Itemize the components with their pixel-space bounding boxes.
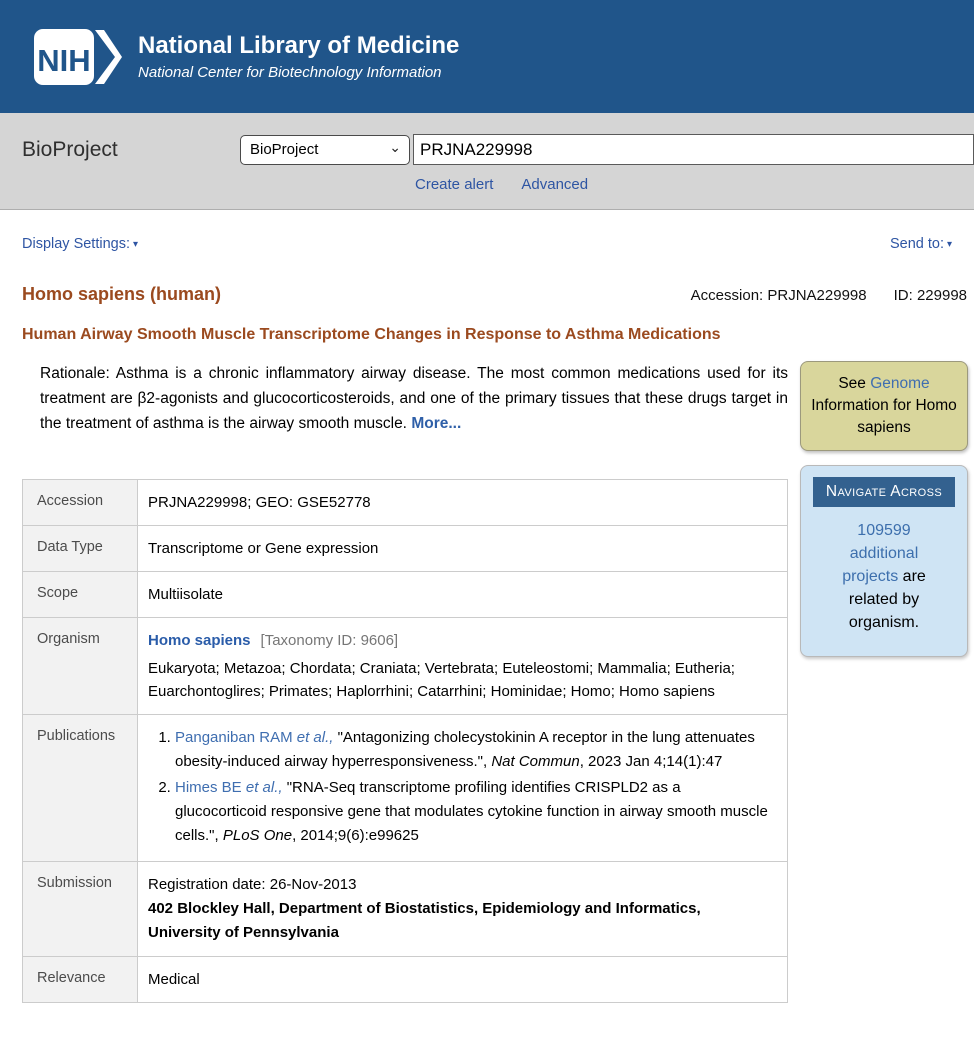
taxonomy-id: [Taxonomy ID: 9606] [260, 632, 399, 649]
publication-author-link[interactable]: Panganiban RAM [175, 729, 293, 746]
create-alert-link[interactable]: Create alert [415, 176, 494, 193]
chevron-down-icon: ⌄ [389, 138, 401, 155]
send-to-label: Send to: [889, 236, 944, 252]
related-projects-link[interactable]: 109599 additional projects [842, 522, 919, 585]
description-text: Rationale: Asthma is a chronic inflammatory airway disease. The most common medications used for its treatment are β2-agonists and glucocorticosteroids, and one of the primary tissues that these drugs target in the treatment of asthma is the airway smooth muscle. [40, 365, 788, 432]
project-description [22, 361, 788, 436]
database-select-wrap [240, 135, 410, 165]
accession-value: Accession: PRJNA229998 [690, 287, 867, 304]
table-row-scope [23, 572, 788, 618]
genome-box-suffix: Information for Homo sapiens [811, 397, 957, 436]
navigate-across-box [800, 465, 968, 657]
row-label: Publications [23, 715, 138, 862]
relevance-cell: Medical [138, 957, 788, 1003]
org-subtitle: National Center for Biotechnology Information [138, 63, 442, 81]
row-label: Organism [23, 618, 138, 715]
publications-cell [138, 715, 788, 862]
organism-lineage: Eukaryota; Metazoa; Chordata; Craniata; Vertebrata; Euteleostomi; Mammalia; Eutheria; Euarchontoglires; Primates; Haplorrhini; Catarrhini; Hominidae; Homo; Homo sapiens [148, 660, 735, 700]
more-link[interactable]: More... [411, 415, 462, 432]
navigate-across-header: Navigate Across [813, 477, 955, 507]
submitter-address: 402 Blockley Hall, Department of Biostatistics, Epidemiology and Informatics, University of Pennsylvania [148, 900, 701, 941]
database-page-title: BioProject [22, 137, 118, 161]
table-row-organism [23, 618, 788, 715]
table-row-data-type [23, 526, 788, 572]
publication-journal: Nat Commun [491, 753, 580, 770]
right-sidebar [800, 361, 968, 657]
navigate-across-suffix: are related by organism. [848, 568, 926, 631]
table-row-accession [23, 480, 788, 526]
record-head [0, 252, 974, 305]
search-input[interactable] [413, 134, 974, 165]
svg-text:NIH: NIH [37, 42, 91, 78]
row-label: Submission [23, 862, 138, 957]
nlm-banner [0, 0, 974, 113]
publication-citation: , 2014;9(6):e99625 [292, 827, 419, 844]
scope-cell: Multiisolate [138, 572, 788, 618]
row-label: Scope [23, 572, 138, 618]
accession-cell: PRJNA229998; GEO: GSE52778 [138, 480, 788, 526]
caret-down-icon: ▾ [946, 239, 952, 250]
database-select[interactable] [240, 135, 410, 165]
row-label: Relevance [23, 957, 138, 1003]
data-type-cell: Transcriptome or Gene expression [138, 526, 788, 572]
publication-title-text: "RNA-Seq transcriptome profiling identifies CRISPLD2 as a glucocorticoid responsive gene that modulates cytokine function in airway smooth muscle cells.", [175, 779, 768, 844]
project-id-value: ID: 229998 [893, 287, 967, 304]
publication-list [148, 726, 773, 848]
row-label: Accession [23, 480, 138, 526]
org-text-block [138, 32, 459, 81]
project-title: Human Airway Smooth Muscle Transcriptome Changes in Response to Asthma Medications [22, 326, 721, 343]
publication-citation: , 2023 Jan 4;14(1):47 [579, 753, 723, 770]
display-settings-label: Display Settings: [22, 236, 130, 252]
advanced-search-link[interactable]: Advanced [521, 176, 589, 193]
main-column [22, 361, 788, 1003]
send-to-button[interactable] [890, 236, 952, 252]
caret-down-icon: ▾ [133, 239, 139, 250]
accession-id-line [691, 287, 967, 304]
submission-cell [138, 862, 788, 957]
publication-journal: PLoS One [222, 827, 293, 844]
genome-info-box [800, 361, 968, 451]
genome-link[interactable]: Genome [870, 375, 930, 392]
results-toolbar [0, 210, 974, 252]
row-label: Data Type [23, 526, 138, 572]
publication-title-text: "Antagonizing cholecystokinin A receptor in the lung attenuates obesity-induced airway hyperresponsiveness.", [175, 729, 755, 770]
organism-link[interactable]: Homo sapiens [148, 632, 251, 649]
org-name[interactable]: National Library of Medicine [138, 32, 460, 60]
organism-heading: Homo sapiens (human) [22, 284, 222, 304]
table-row-publications [23, 715, 788, 862]
publication-etal[interactable]: et al., [292, 729, 334, 746]
table-row-submission [23, 862, 788, 957]
content-row [0, 344, 974, 1003]
organism-cell [138, 618, 788, 715]
publication-item [175, 776, 773, 848]
genome-box-prefix: See [838, 375, 866, 392]
navigate-across-body [810, 519, 958, 634]
table-row-relevance [23, 957, 788, 1003]
search-band [0, 113, 974, 210]
publication-etal[interactable]: et al., [241, 779, 283, 796]
publication-item [175, 726, 773, 774]
display-settings-button[interactable] [22, 236, 138, 252]
publication-author-link[interactable]: Himes BE [175, 779, 242, 796]
nih-logo-icon[interactable] [34, 29, 122, 85]
project-details-table [22, 479, 788, 1003]
registration-date: Registration date: 26-Nov-2013 [148, 876, 357, 893]
